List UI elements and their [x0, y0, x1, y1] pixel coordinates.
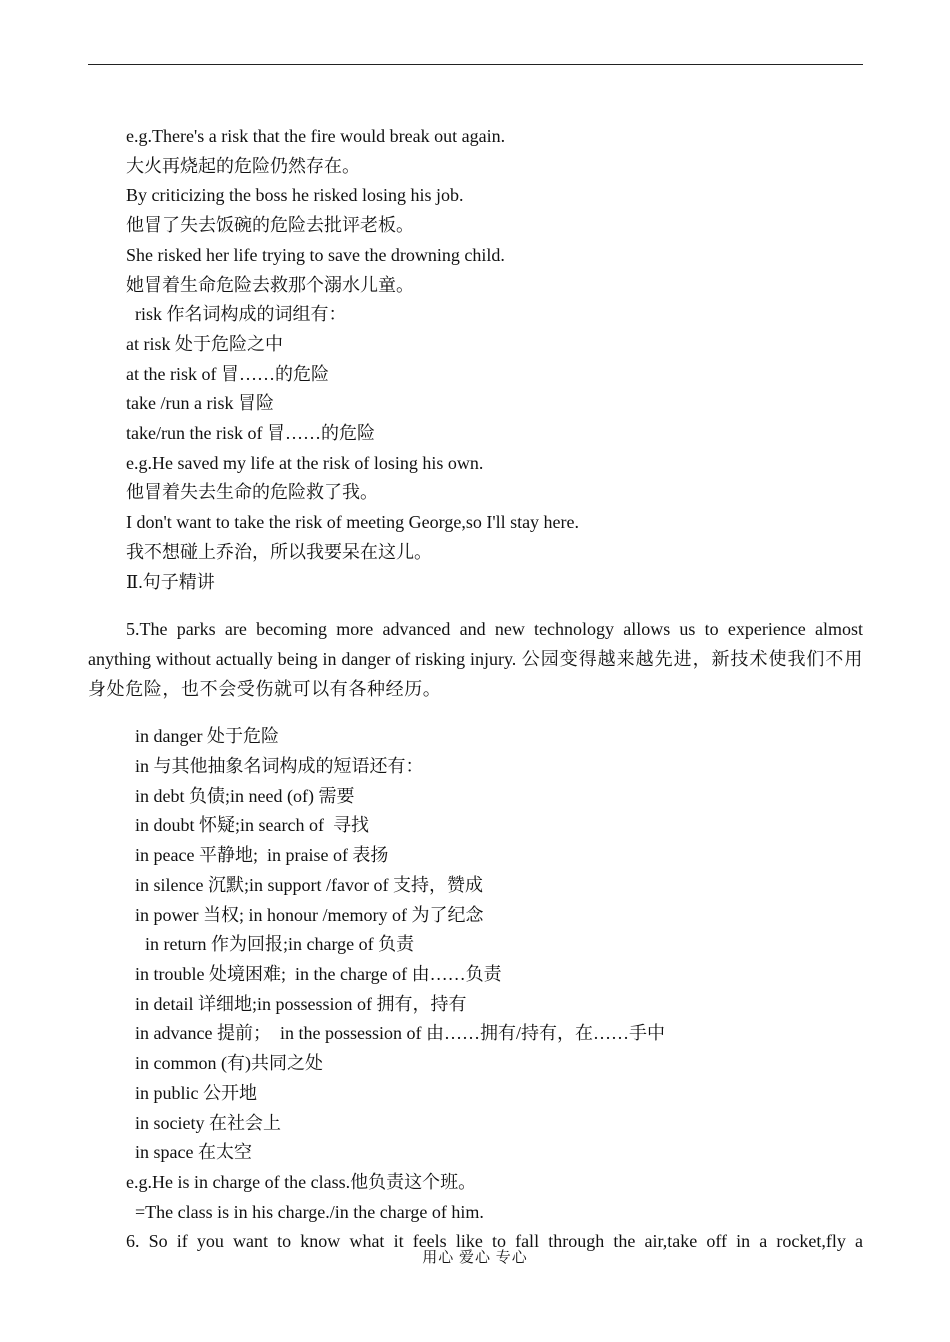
sentence-5-paragraph [88, 615, 863, 704]
text-line: 我不想碰上乔治，所以我要呆在这儿。 [126, 541, 432, 562]
phrase-line: in public 公开地 [135, 1082, 257, 1103]
phrase-line: in debt 负债;in need (of) 需要 [135, 785, 355, 806]
phrase-line: in power 当权; in honour /memory of 为了纪念 [135, 904, 484, 925]
phrase-line: in return 作为回报;in charge of 负责 [145, 934, 415, 955]
example-line: e.g.He is in charge of the class.他负责这个班。 [126, 1171, 477, 1192]
phrase-list [88, 722, 863, 1227]
sentence-6-first-line: 6. So if you want to know what it feels like to fall through the air,take off in a rocket,fly a [126, 1231, 863, 1252]
page-footer: 用心 爱心 专心 [422, 1250, 528, 1266]
phrase-line: in trouble 处境困难; in the charge of 由……负责 [135, 963, 502, 984]
text-line: e.g.There's a risk that the fire would break out again. [126, 126, 506, 146]
text-line: at the risk of 冒……的危险 [126, 363, 329, 384]
phrase-line: in advance 提前； in the possession of 由……拥有/持有，在……手中 [135, 1023, 665, 1044]
text-line: risk 作名词构成的词组有： [126, 304, 347, 325]
header-rule [88, 64, 863, 65]
text-line: at risk 处于危险之中 [126, 333, 283, 354]
phrase-line: in detail 详细地;in possession of 拥有，持有 [135, 993, 467, 1014]
text-line: take /run a risk 冒险 [126, 393, 274, 414]
text-line: 大火再烧起的危险仍然存在。 [126, 155, 360, 176]
text-line: 他冒了失去饭碗的危险去批评老板。 [126, 215, 414, 236]
text-line: She risked her life trying to save the drowning child. [126, 244, 505, 265]
phrase-line: in 与其他抽象名词构成的短语还有： [135, 756, 424, 777]
example-lines [88, 122, 863, 597]
phrase-line: in peace 平静地; in praise of 表扬 [135, 845, 389, 866]
text-line: 他冒着失去生命的危险救了我。 [126, 482, 378, 503]
text-line: e.g.He saved my life at the risk of losing his own. [126, 452, 484, 473]
phrase-line: in silence 沉默;in support /favor of 支持，赞成 [135, 874, 483, 895]
section-heading: Ⅱ.句子精讲 [126, 571, 215, 592]
phrase-line: in space 在太空 [135, 1142, 252, 1163]
text-line: take/run the risk of 冒……的危险 [126, 423, 375, 444]
example-line: =The class is in his charge./in the charge of him. [126, 1201, 484, 1222]
text-line: By criticizing the boss he risked losing his job. [126, 185, 464, 206]
text-line: 她冒着生命危险去救那个溺水儿童。 [126, 274, 414, 295]
sentence-5-english: 5.The parks are becoming more advanced and new technology allows us to experience almost anything without actually being in danger of risking injury. [88, 619, 863, 669]
sentence-5-chinese: 公园变得越来越先进，新技术使我们不用身处危险，也不会受伤就可以有各种经历。 [88, 648, 863, 699]
phrase-line: in common (有)共同之处 [135, 1053, 323, 1074]
document-body [88, 122, 863, 1257]
phrase-line: in society 在社会上 [135, 1112, 281, 1133]
phrase-line: in danger 处于危险 [135, 726, 279, 747]
phrase-line: in doubt 怀疑;in search of 寻找 [135, 815, 369, 836]
text-line: I don't want to take the risk of meeting George,so I'll stay here. [126, 512, 580, 533]
